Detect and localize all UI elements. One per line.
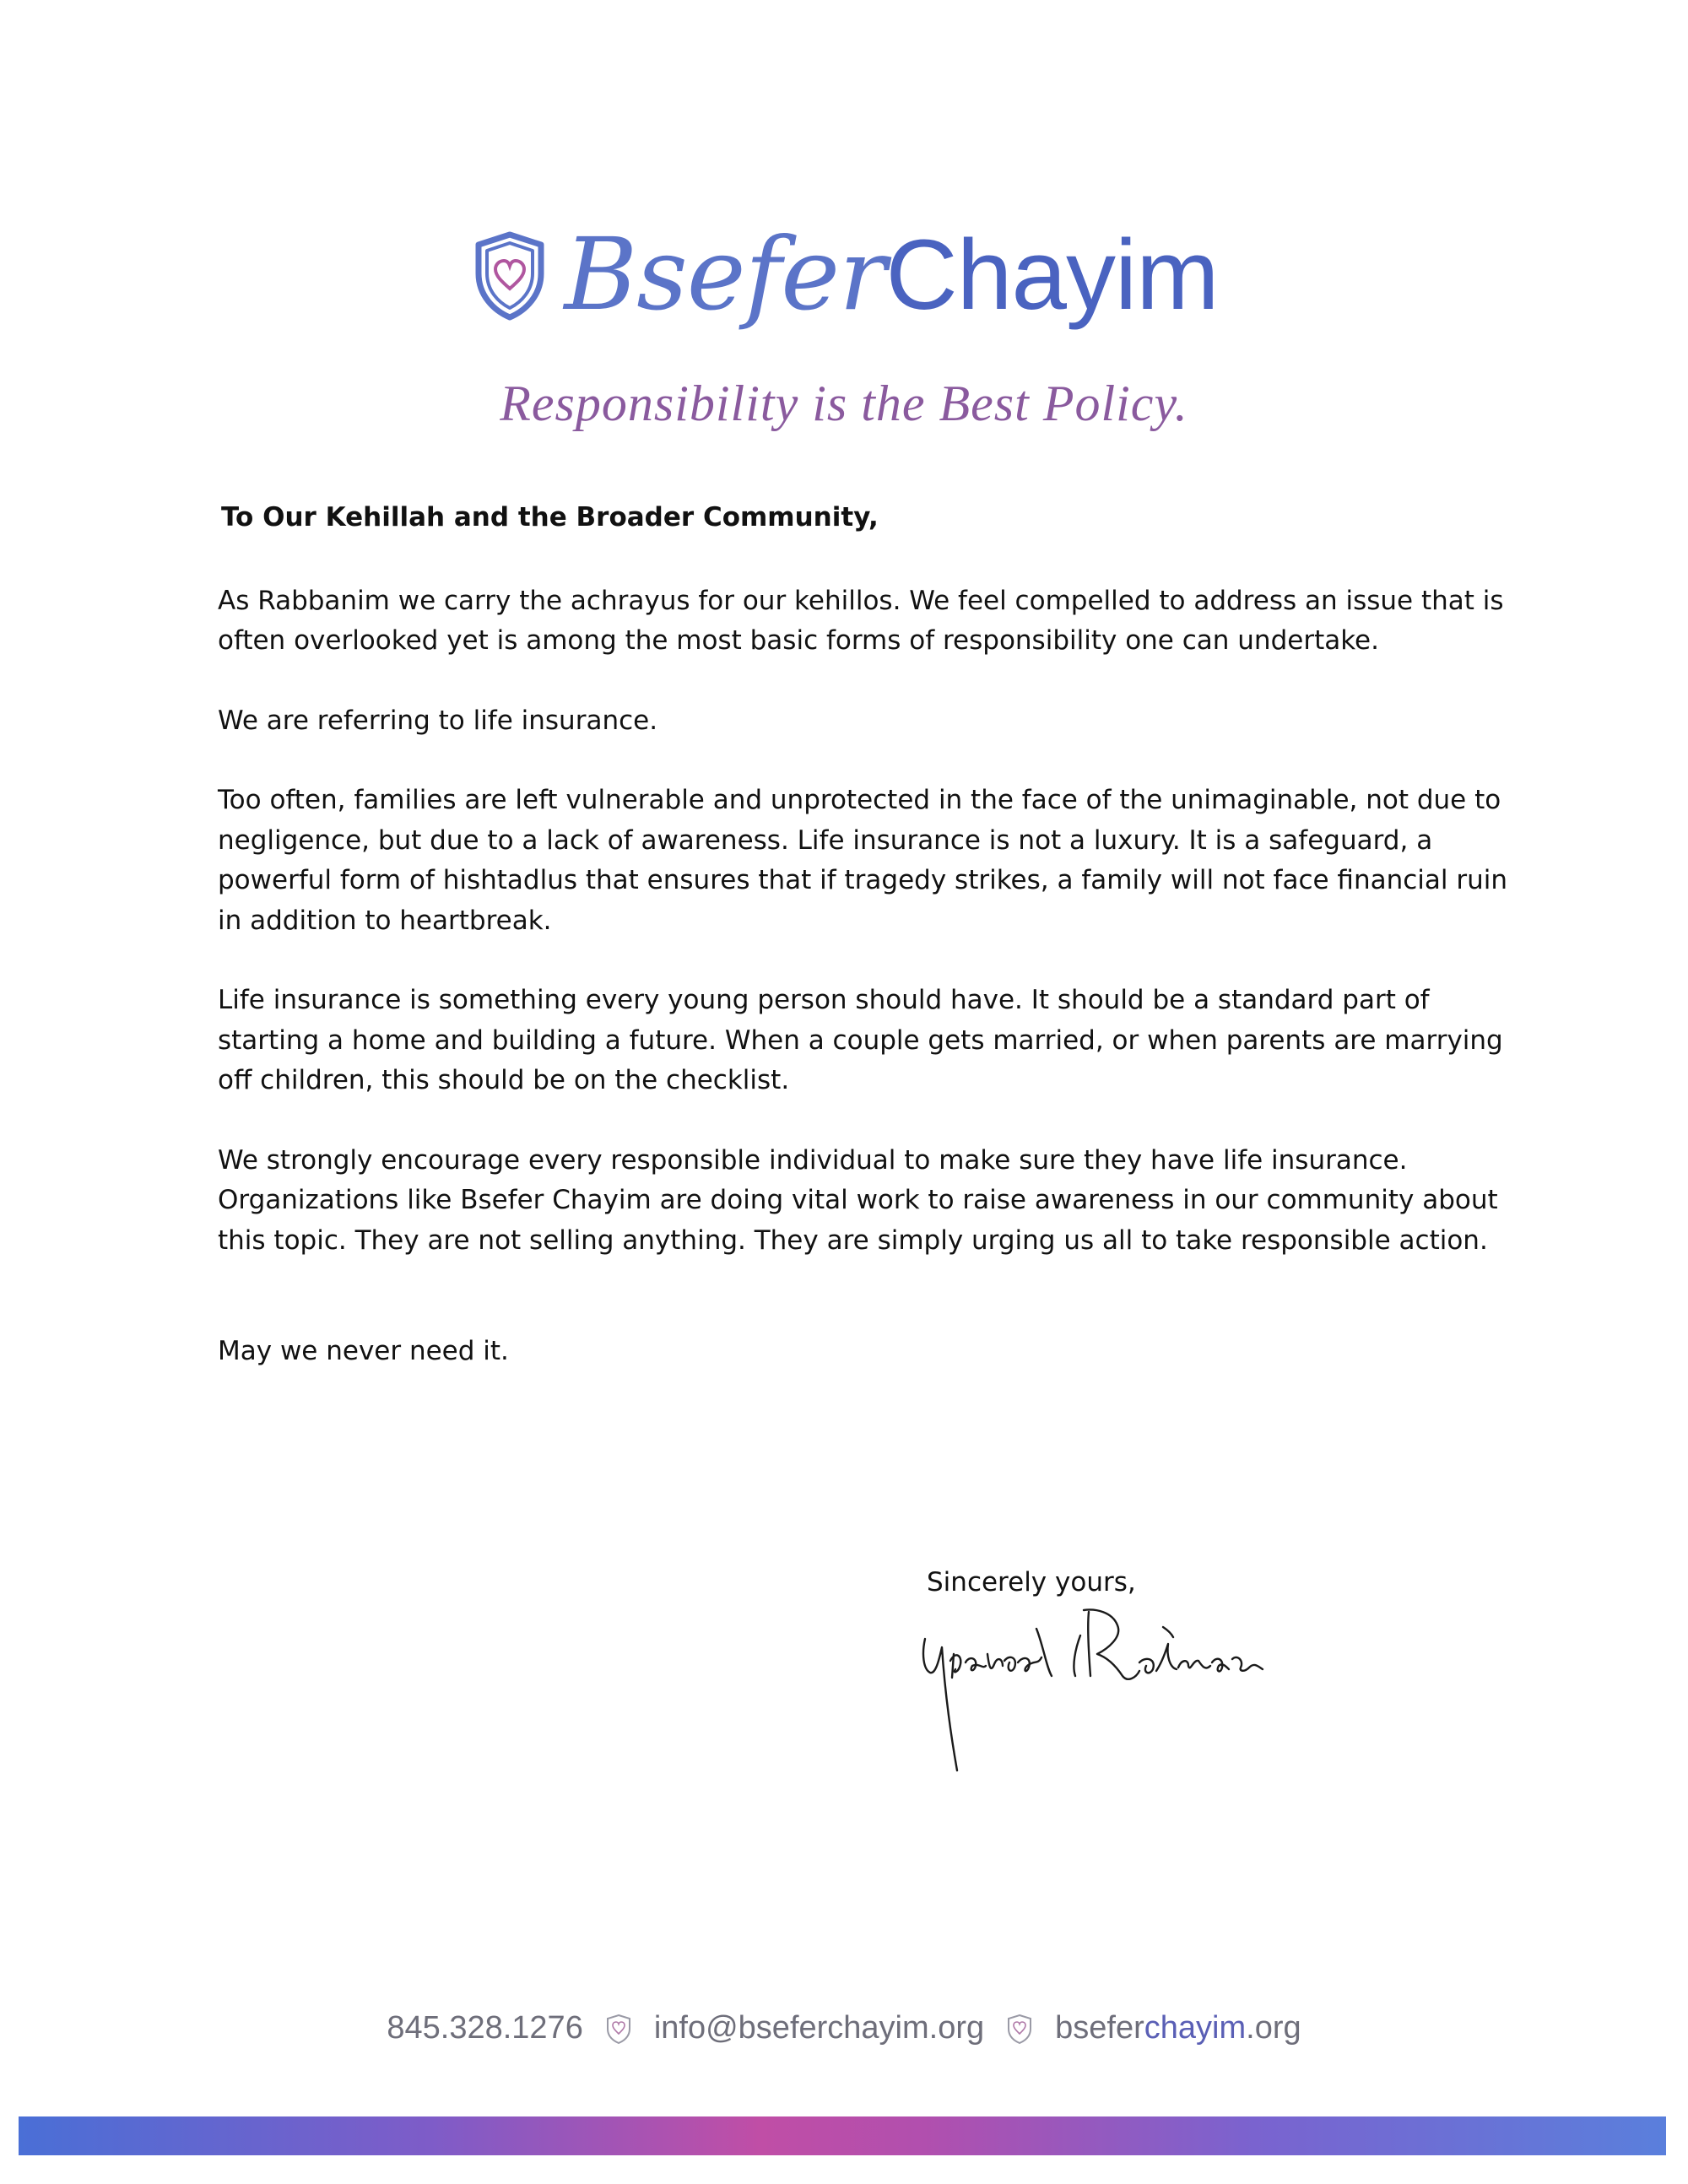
website-part2: chayim (1144, 2010, 1247, 2046)
website-part1: bsefer (1055, 2010, 1144, 2046)
shield-heart-icon (1006, 2013, 1033, 2045)
signoff: Sincerely yours, (927, 1567, 1136, 1597)
brand-name (565, 215, 1219, 334)
letter-body (218, 498, 1534, 1412)
footer-contact (0, 2010, 1688, 2046)
closing-paragraph: May we never need it. (218, 1336, 509, 1366)
shield-heart-icon (605, 2013, 632, 2045)
letterhead (0, 215, 1688, 433)
paragraph: As Rabbanim we carry the achrayus for our kehillos. We feel compelled to address an issue that is often overlooked yet is among the most basic forms of responsibility one can undertake. (218, 585, 1504, 656)
salutation: To Our Kehillah and the Broader Community, (221, 502, 879, 532)
paragraph: We strongly encourage every responsible individual to make sure they have life insurance. Organizations like Bsefer Chayim are doing vital work to raise awareness in our community about this topic. They are not selling anything. They are simply urging us all to take responsible action. (218, 1144, 1498, 1256)
signature (910, 1595, 1382, 1797)
footer-gradient-bar (19, 2116, 1666, 2155)
phone-number[interactable]: 845.328.1276 (387, 2010, 583, 2046)
brand-name-part2: Chayim (885, 219, 1219, 331)
brand-logo (0, 215, 1688, 334)
email-link[interactable]: info@bseferchayim.org (653, 2010, 985, 2046)
paragraph: Too often, families are left vulnerable and unprotected in the face of the unimaginable, not due to negligence, but due to a lack of awareness. Life insurance is not a luxury. It is a safeguard, a powerful form of hishtadlus that ensures that if tragedy strikes, a family will not face financial ruin in addition to heartbreak. (218, 785, 1508, 936)
website-part3: .org (1246, 2010, 1301, 2046)
shield-heart-icon (470, 230, 549, 321)
tagline: Responsibility is the Best Policy. (500, 376, 1188, 431)
paragraph: We are referring to life insurance. (218, 705, 658, 736)
brand-name-part1: Bsefer (564, 216, 886, 332)
paragraph: Life insurance is something every young person should have. It should be a standard part of starting a home and building a future. When a couple gets married, or when parents are marrying off children, this should be on the checklist. (218, 985, 1503, 1095)
website-link[interactable] (1055, 2010, 1301, 2046)
